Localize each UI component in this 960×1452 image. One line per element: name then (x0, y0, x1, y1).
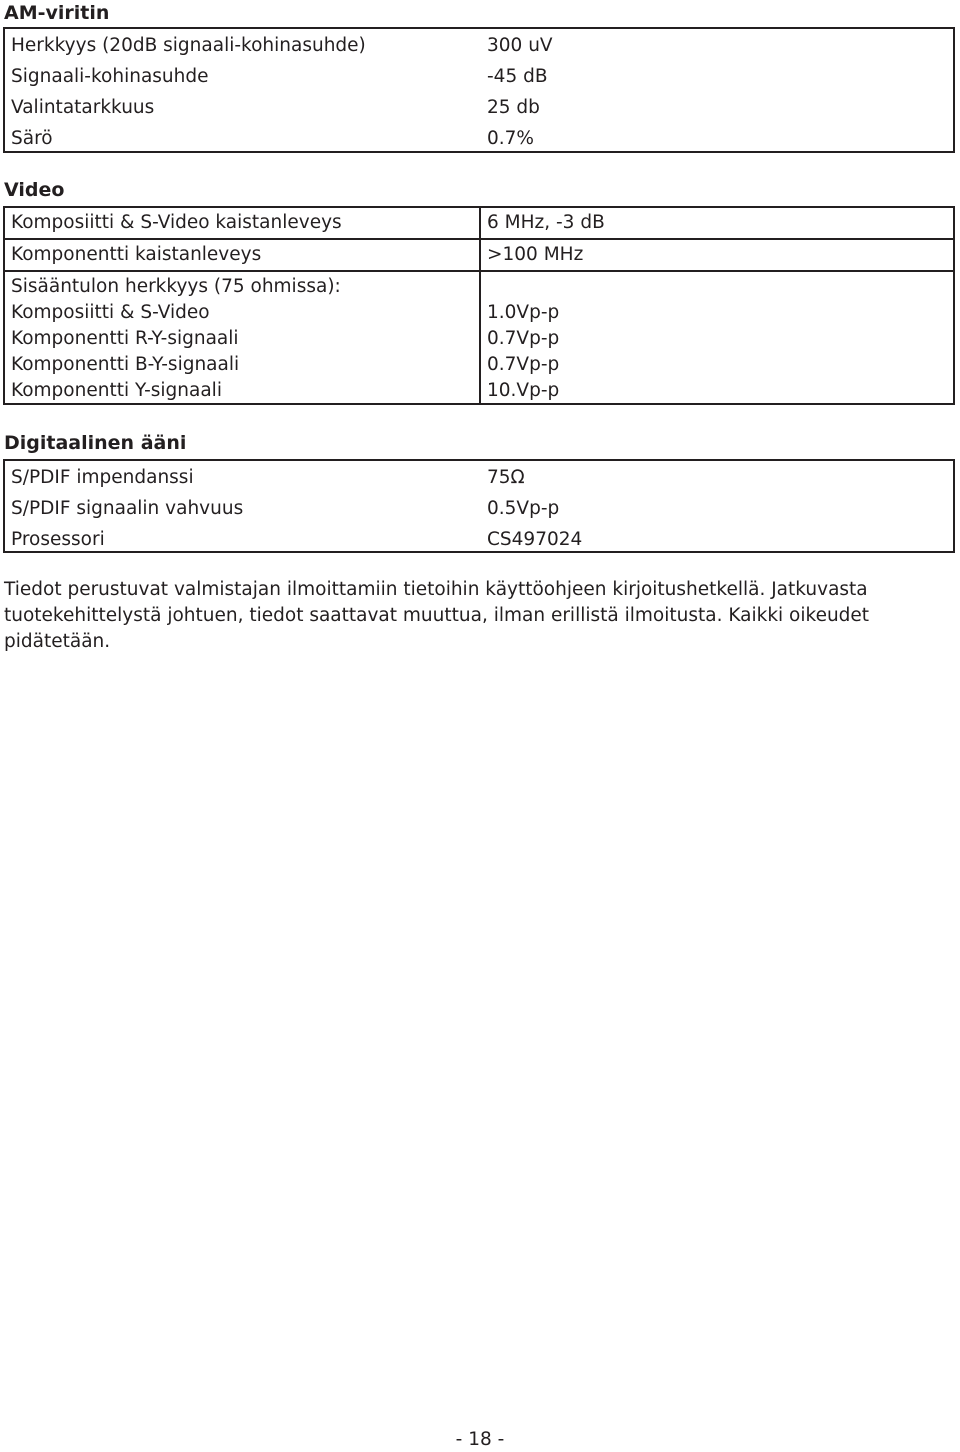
spec-value: 0.7Vp-p (487, 354, 560, 375)
table-row (5, 123, 953, 154)
table-row (5, 493, 953, 524)
input-sensitivity-heading: Sisääntulon herkkyys (75 ohmissa): (11, 276, 341, 297)
am-tuner-table (3, 27, 955, 153)
spec-label: Komposiitti & S-Video (11, 302, 210, 323)
spec-label: Särö (11, 127, 53, 149)
spec-label: S/PDIF signaalin vahvuus (11, 497, 244, 519)
spec-label: Signaali-kohinasuhde (11, 65, 209, 87)
spec-value: 10.Vp-p (487, 380, 560, 401)
digital-audio-title: Digitaalinen ääni (4, 432, 187, 454)
table-row (5, 462, 953, 493)
spec-value: -45 dB (487, 65, 548, 87)
table-row (5, 272, 953, 403)
spec-label: Komponentti Y-signaali (11, 380, 222, 401)
spec-label: Herkkyys (20dB signaali-kohinasuhde) (11, 34, 366, 56)
spec-label: Komponentti kaistanleveys (5, 240, 481, 270)
digital-audio-table (3, 459, 955, 553)
spec-value: 300 uV (487, 34, 553, 56)
video-title: Video (4, 179, 65, 201)
spec-value: >100 MHz (487, 244, 584, 265)
spec-value: 75Ω (487, 466, 525, 488)
table-row (5, 30, 953, 61)
table-row (5, 524, 953, 555)
table-row (5, 208, 953, 240)
spec-value: 0.5Vp-p (487, 497, 560, 519)
spec-value: CS497024 (487, 528, 583, 550)
spec-value: 0.7Vp-p (487, 328, 560, 349)
table-row (5, 240, 953, 272)
video-table (3, 206, 955, 405)
table-row (5, 61, 953, 92)
spec-value: 6 MHz, -3 dB (487, 212, 605, 233)
spec-label: Komponentti R-Y-signaali (11, 328, 239, 349)
spec-label: Valintatarkkuus (11, 96, 155, 118)
spacer (487, 274, 953, 300)
disclaimer-text: Tiedot perustuvat valmistajan ilmoittamiin tietoihin käyttöohjeen kirjoitushetkellä. Jatkuvasta tuotekehittelystä johtuen, tiedot saattavat muuttua, ilman erillistä ilmoitusta. Kaikki oikeudet pidätetään. (4, 579, 870, 652)
spec-label: Komponentti B-Y-signaali (11, 354, 240, 375)
spec-value: 0.7% (487, 127, 534, 149)
spec-label-group (5, 272, 481, 403)
spec-label: Komposiitti & S-Video kaistanleveys (5, 208, 481, 238)
spec-value-group (481, 272, 953, 403)
spec-value: 25 db (487, 96, 540, 118)
page-number: - 18 - (455, 1429, 505, 1450)
spec-value: 1.0Vp-p (487, 302, 560, 323)
spec-label: Prosessori (11, 528, 105, 550)
am-tuner-title: AM-viritin (4, 2, 110, 24)
spec-label: S/PDIF impendanssi (11, 466, 194, 488)
table-row (5, 92, 953, 123)
